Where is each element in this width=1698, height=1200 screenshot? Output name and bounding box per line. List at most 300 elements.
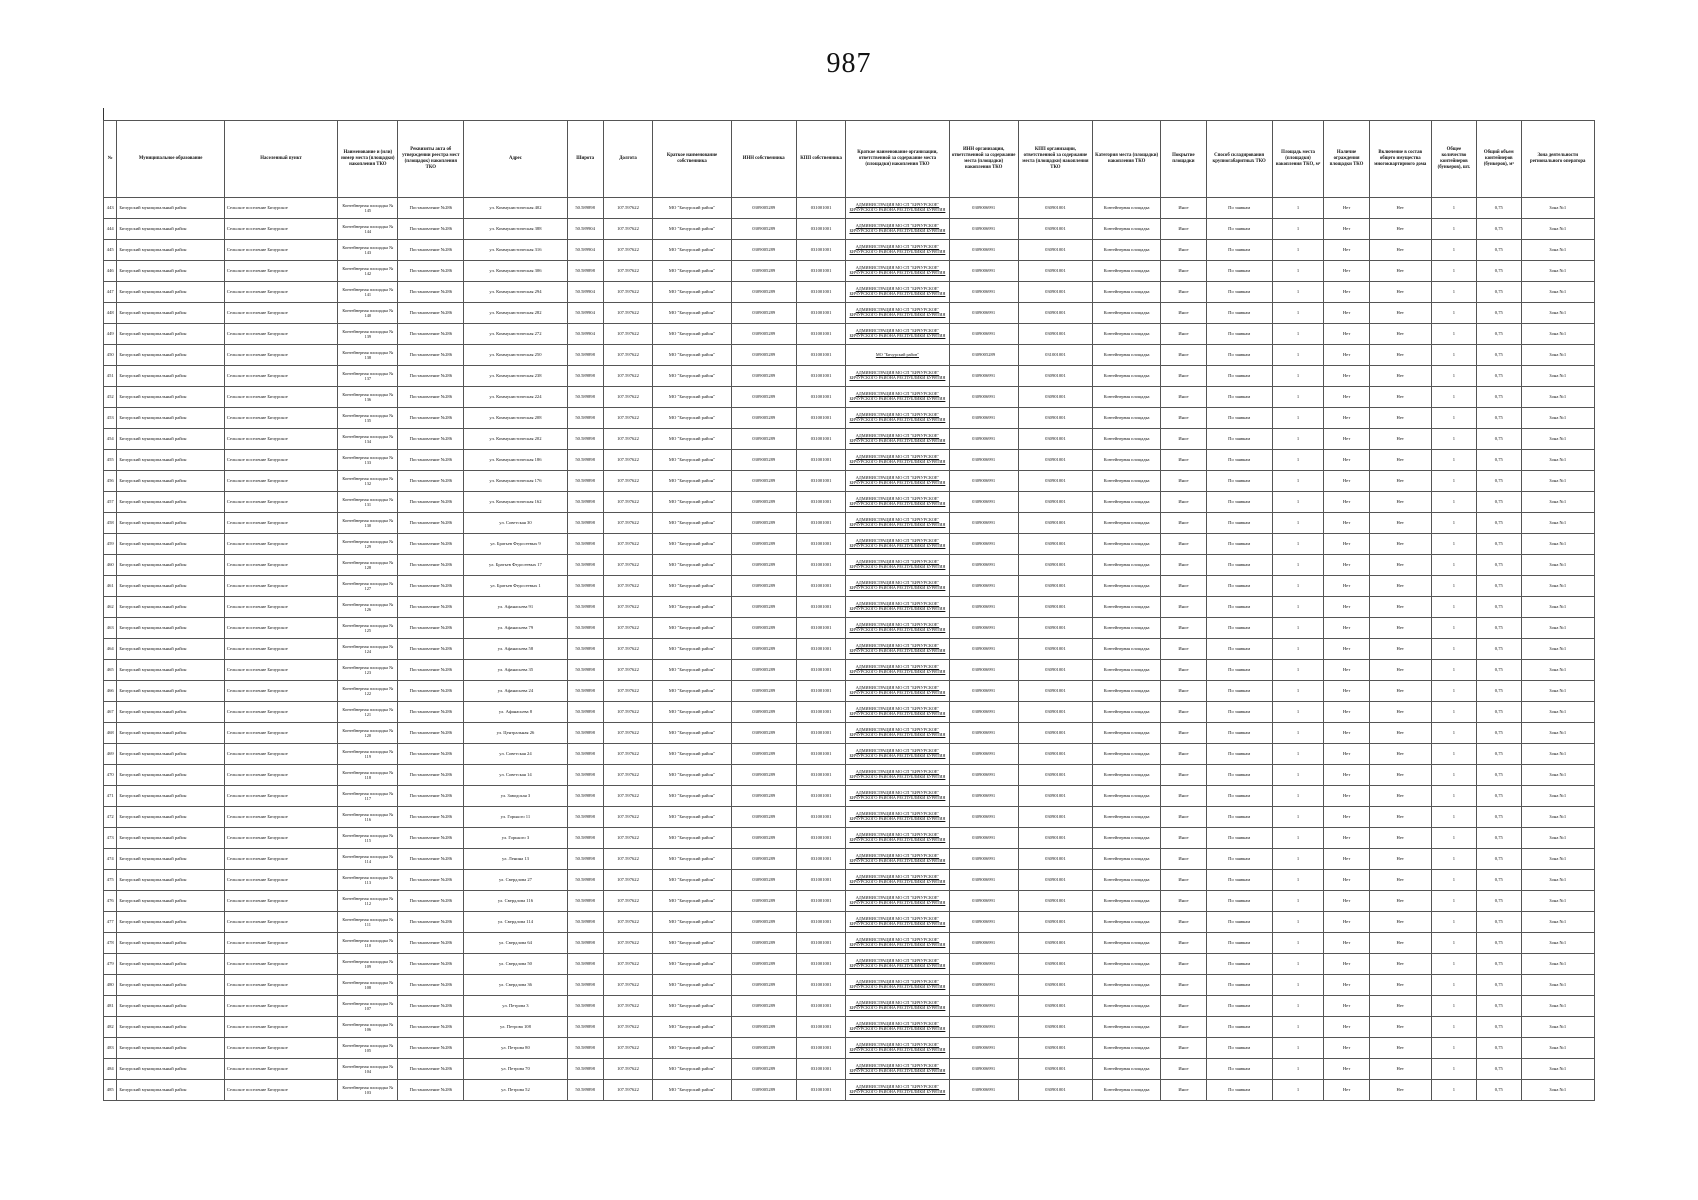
table-cell: 0,75 xyxy=(1477,660,1521,681)
table-cell: 1 xyxy=(1431,303,1476,324)
table-cell: 0,75 xyxy=(1477,261,1521,282)
table-cell: Иное xyxy=(1161,261,1206,282)
table-cell: Зона №1 xyxy=(1521,303,1595,324)
table-cell: 030901001 xyxy=(1018,744,1092,765)
table-cell: 031001001 xyxy=(796,1080,846,1101)
table-cell: Зона №1 xyxy=(1521,828,1595,849)
table-cell: 1 xyxy=(1431,618,1476,639)
table-cell: 031001001 xyxy=(796,534,846,555)
table-cell: По заявкам xyxy=(1206,219,1272,240)
table-row xyxy=(104,366,1595,387)
table-cell: 457 xyxy=(104,492,117,513)
table-cell: АДМИНИСТРАЦИЯ МО СП "БИЧУРСКОЕ" БИЧУРСКОГО РАЙОНА РЕСПУБЛИКИ БУРЯТИЯ xyxy=(846,450,949,471)
table-cell: 107.597622 xyxy=(603,933,653,954)
table-cell: Сельское поселение Бичурское xyxy=(224,240,338,261)
table-cell: Бичурский муниципальный район xyxy=(117,261,224,282)
table-cell: Нет xyxy=(1369,198,1431,219)
table-row xyxy=(104,219,1595,240)
table-cell: Иное xyxy=(1161,660,1206,681)
table-cell: ул. Афанасьева 35 xyxy=(464,660,567,681)
table-row xyxy=(104,471,1595,492)
table-cell: 030901001 xyxy=(1018,870,1092,891)
table-cell: Иное xyxy=(1161,618,1206,639)
table-cell: 0,75 xyxy=(1477,975,1521,996)
table-cell: 107.597622 xyxy=(603,345,653,366)
table-cell: АДМИНИСТРАЦИЯ МО СП "БИЧУРСКОЕ" БИЧУРСКОГО РАЙОНА РЕСПУБЛИКИ БУРЯТИЯ xyxy=(846,597,949,618)
table-cell: 451 xyxy=(104,366,117,387)
table-cell: МО "Бичурский район" xyxy=(653,576,731,597)
table-cell: Нет xyxy=(1324,660,1369,681)
table-cell: Постановление №286 xyxy=(398,492,464,513)
table-cell: АДМИНИСТРАЦИЯ МО СП "БИЧУРСКОЕ" БИЧУРСКОГО РАЙОНА РЕСПУБЛИКИ БУРЯТИЯ xyxy=(846,387,949,408)
table-cell: 0309005289 xyxy=(731,954,796,975)
table-cell: 0,75 xyxy=(1477,639,1521,660)
table-cell: Нет xyxy=(1369,723,1431,744)
table-cell: Нет xyxy=(1324,639,1369,660)
table-cell: Нет xyxy=(1369,681,1431,702)
table-cell: Нет xyxy=(1369,324,1431,345)
table-cell: Зона №1 xyxy=(1521,639,1595,660)
table-cell: Бичурский муниципальный район xyxy=(117,975,224,996)
column-header: Адрес xyxy=(464,121,567,198)
table-cell: 107.597622 xyxy=(603,597,653,618)
table-cell: 0309006991 xyxy=(949,849,1018,870)
table-cell: 0309005289 xyxy=(731,534,796,555)
table-cell: 1 xyxy=(1272,429,1324,450)
table-cell: 1 xyxy=(1431,744,1476,765)
table-cell: Зона №1 xyxy=(1521,261,1595,282)
table-cell: ул. Афанасьева 24 xyxy=(464,681,567,702)
table-cell: Контейнерная площадка № 115 xyxy=(338,828,398,849)
table-cell: МО "Бичурский район" xyxy=(653,765,731,786)
table-cell: Бичурский муниципальный район xyxy=(117,828,224,849)
table-cell: 0,75 xyxy=(1477,597,1521,618)
table-cell: Зона №1 xyxy=(1521,576,1595,597)
table-cell: 030901001 xyxy=(1018,282,1092,303)
table-cell: Нет xyxy=(1369,639,1431,660)
table-cell: Зона №1 xyxy=(1521,1059,1595,1080)
table-cell: Зона №1 xyxy=(1521,807,1595,828)
table-cell: Контейнерная площадка № 132 xyxy=(338,471,398,492)
table-cell: АДМИНИСТРАЦИЯ МО СП "БИЧУРСКОЕ" БИЧУРСКОГО РАЙОНА РЕСПУБЛИКИ БУРЯТИЯ xyxy=(846,1038,949,1059)
table-cell: МО "Бичурский район" xyxy=(653,450,731,471)
table-cell: 446 xyxy=(104,261,117,282)
table-cell: Бичурский муниципальный район xyxy=(117,576,224,597)
table-cell: Сельское поселение Бичурское xyxy=(224,870,338,891)
table-cell: МО "Бичурский район" xyxy=(653,513,731,534)
table-row xyxy=(104,387,1595,408)
table-cell: 1 xyxy=(1431,954,1476,975)
table-cell: 475 xyxy=(104,870,117,891)
table-cell: 464 xyxy=(104,639,117,660)
table-cell: 1 xyxy=(1272,765,1324,786)
table-cell: 107.597622 xyxy=(603,240,653,261)
table-cell: Бичурский муниципальный район xyxy=(117,660,224,681)
table-cell: Бичурский муниципальный район xyxy=(117,744,224,765)
table-cell: Постановление №286 xyxy=(398,912,464,933)
table-cell: Иное xyxy=(1161,429,1206,450)
table-cell: 031001001 xyxy=(796,891,846,912)
table-cell: ул. Афанасьева 79 xyxy=(464,618,567,639)
table-cell: 0,75 xyxy=(1477,681,1521,702)
table-cell: АДМИНИСТРАЦИЯ МО СП "БИЧУРСКОЕ" БИЧУРСКОГО РАЙОНА РЕСПУБЛИКИ БУРЯТИЯ xyxy=(846,471,949,492)
table-cell: 1 xyxy=(1431,681,1476,702)
table-cell: 030901001 xyxy=(1018,387,1092,408)
table-cell: 031001001 xyxy=(796,429,846,450)
table-cell: 0,75 xyxy=(1477,807,1521,828)
table-cell: 1 xyxy=(1431,1038,1476,1059)
table-row xyxy=(104,723,1595,744)
table-cell: Контейнерная площадка № 108 xyxy=(338,975,398,996)
table-cell: Нет xyxy=(1324,912,1369,933)
table-cell: ул. Братьев Федосеевых 1 xyxy=(464,576,567,597)
table-cell: Зона №1 xyxy=(1521,240,1595,261)
table-cell: Сельское поселение Бичурское xyxy=(224,492,338,513)
table-cell: 1 xyxy=(1431,408,1476,429)
table-cell: 1 xyxy=(1272,345,1324,366)
table-cell: ул. Коммунистическая 224 xyxy=(464,387,567,408)
table-cell: 031001001 xyxy=(796,597,846,618)
table-cell: 031001001 xyxy=(796,282,846,303)
table-cell: Контейнерная площадка № 142 xyxy=(338,261,398,282)
table-cell: Постановление №286 xyxy=(398,576,464,597)
table-cell: Контейнерная площадка xyxy=(1093,450,1161,471)
table-cell: Постановление №286 xyxy=(398,660,464,681)
table-cell: Нет xyxy=(1369,1038,1431,1059)
table-cell: 0,75 xyxy=(1477,345,1521,366)
table-cell: АДМИНИСТРАЦИЯ МО СП "БИЧУРСКОЕ" БИЧУРСКОГО РАЙОНА РЕСПУБЛИКИ БУРЯТИЯ xyxy=(846,954,949,975)
table-cell: Постановление №286 xyxy=(398,408,464,429)
table-cell: 0309006991 xyxy=(949,639,1018,660)
table-cell: Зона №1 xyxy=(1521,1017,1595,1038)
table-cell: Иное xyxy=(1161,765,1206,786)
table-cell: Нет xyxy=(1369,366,1431,387)
table-cell: АДМИНИСТРАЦИЯ МО СП "БИЧУРСКОЕ" БИЧУРСКОГО РАЙОНА РЕСПУБЛИКИ БУРЯТИЯ xyxy=(846,618,949,639)
table-cell: 107.597622 xyxy=(603,492,653,513)
table-cell: Иное xyxy=(1161,240,1206,261)
table-cell: По заявкам xyxy=(1206,996,1272,1017)
table-cell: 1 xyxy=(1431,1059,1476,1080)
table-cell: 107.597622 xyxy=(603,639,653,660)
column-header: Площадь места (площадки) накопления ТКО, м² xyxy=(1272,121,1324,198)
table-cell: Контейнерная площадка № 143 xyxy=(338,240,398,261)
table-cell: Нет xyxy=(1324,870,1369,891)
table-cell: 450 xyxy=(104,345,117,366)
table-cell: Нет xyxy=(1369,891,1431,912)
table-cell: Иное xyxy=(1161,198,1206,219)
table-cell: Сельское поселение Бичурское xyxy=(224,1059,338,1080)
table-cell: Иное xyxy=(1161,282,1206,303)
table-cell: Постановление №286 xyxy=(398,702,464,723)
column-header: № xyxy=(104,121,117,198)
table-cell: МО "Бичурский район" xyxy=(653,1017,731,1038)
table-cell: 107.597622 xyxy=(603,513,653,534)
table-row xyxy=(104,345,1595,366)
table-cell: Нет xyxy=(1324,240,1369,261)
table-cell: 0,75 xyxy=(1477,1080,1521,1101)
table-cell: 031001001 xyxy=(796,303,846,324)
table-cell: По заявкам xyxy=(1206,282,1272,303)
table-cell: Сельское поселение Бичурское xyxy=(224,681,338,702)
table-cell: Контейнерная площадка № 128 xyxy=(338,555,398,576)
table-cell: Контейнерная площадка № 138 xyxy=(338,345,398,366)
table-cell: Зона №1 xyxy=(1521,387,1595,408)
table-cell: По заявкам xyxy=(1206,429,1272,450)
table-cell: 030901001 xyxy=(1018,576,1092,597)
table-cell: По заявкам xyxy=(1206,849,1272,870)
table-cell: 1 xyxy=(1431,576,1476,597)
table-cell: 031001001 xyxy=(796,807,846,828)
table-cell: Сельское поселение Бичурское xyxy=(224,597,338,618)
table-cell: Зона №1 xyxy=(1521,996,1595,1017)
table-cell: 0309005289 xyxy=(731,282,796,303)
table-cell: 50.589898 xyxy=(567,828,603,849)
table-cell: 107.597622 xyxy=(603,198,653,219)
table-cell: Контейнерная площадка xyxy=(1093,849,1161,870)
table-cell: 0309006991 xyxy=(949,450,1018,471)
table-cell: Бичурский муниципальный район xyxy=(117,807,224,828)
table-row xyxy=(104,240,1595,261)
table-cell: По заявкам xyxy=(1206,492,1272,513)
table-cell: Нет xyxy=(1369,450,1431,471)
table-cell: 031001001 xyxy=(796,996,846,1017)
table-cell: Контейнерная площадка № 121 xyxy=(338,702,398,723)
table-cell: Контейнерная площадка № 129 xyxy=(338,534,398,555)
table-cell: МО "Бичурский район" xyxy=(653,996,731,1017)
table-cell: 0309006991 xyxy=(949,387,1018,408)
table-cell: 030901001 xyxy=(1018,954,1092,975)
table-cell: Сельское поселение Бичурское xyxy=(224,324,338,345)
table-cell: 0309006991 xyxy=(949,996,1018,1017)
table-cell: 1 xyxy=(1431,891,1476,912)
table-cell: 030901001 xyxy=(1018,933,1092,954)
table-cell: 0309005289 xyxy=(731,450,796,471)
table-cell: Иное xyxy=(1161,744,1206,765)
table-cell: 1 xyxy=(1272,324,1324,345)
column-header: ИНН организации, ответственной за содержание места (площадки) накопления ТКО xyxy=(949,121,1018,198)
table-cell: 0309005289 xyxy=(731,429,796,450)
table-cell: 030901001 xyxy=(1018,198,1092,219)
table-cell: 107.597622 xyxy=(603,555,653,576)
table-cell: 50.589898 xyxy=(567,387,603,408)
table-cell: ул. Коммунистическая 306 xyxy=(464,261,567,282)
table-row xyxy=(104,408,1595,429)
table-cell: 468 xyxy=(104,723,117,744)
table-cell: Сельское поселение Бичурское xyxy=(224,660,338,681)
table-cell: 031001001 xyxy=(796,618,846,639)
table-cell: Нет xyxy=(1324,345,1369,366)
table-cell: 0309006991 xyxy=(949,429,1018,450)
table-cell: Нет xyxy=(1324,891,1369,912)
table-cell: ул. Свердлова 27 xyxy=(464,870,567,891)
table-cell: Контейнерная площадка № 133 xyxy=(338,450,398,471)
table-cell: 0309006991 xyxy=(949,408,1018,429)
table-cell: 0309005289 xyxy=(731,240,796,261)
table-cell: Иное xyxy=(1161,849,1206,870)
table-cell: 1 xyxy=(1272,1038,1324,1059)
table-cell: Контейнерная площадка № 116 xyxy=(338,807,398,828)
table-cell: ул. Афанасьева 58 xyxy=(464,639,567,660)
table-cell: По заявкам xyxy=(1206,702,1272,723)
table-cell: ул. Горького 3 xyxy=(464,828,567,849)
table-cell: Постановление №286 xyxy=(398,282,464,303)
table-cell: 1 xyxy=(1431,324,1476,345)
table-cell: Контейнерная площадка xyxy=(1093,282,1161,303)
table-cell: По заявкам xyxy=(1206,975,1272,996)
table-cell: 107.597622 xyxy=(603,618,653,639)
table-cell: 0309006991 xyxy=(949,534,1018,555)
table-cell: 50.589898 xyxy=(567,954,603,975)
table-cell: 1 xyxy=(1272,849,1324,870)
table-cell: 454 xyxy=(104,429,117,450)
table-cell: МО "Бичурский район" xyxy=(653,597,731,618)
table-cell: Бичурский муниципальный район xyxy=(117,723,224,744)
table-cell: ул. Свердлова 64 xyxy=(464,933,567,954)
table-cell: ул. Свердлова 114 xyxy=(464,912,567,933)
table-cell: 030901001 xyxy=(1018,303,1092,324)
table-cell: 0,75 xyxy=(1477,513,1521,534)
table-cell: По заявкам xyxy=(1206,933,1272,954)
table-cell: Иное xyxy=(1161,723,1206,744)
table-cell: Постановление №286 xyxy=(398,450,464,471)
table-cell: 031001001 xyxy=(796,492,846,513)
table-cell: Бичурский муниципальный район xyxy=(117,996,224,1017)
table-cell: 107.597622 xyxy=(603,366,653,387)
table-cell: 1 xyxy=(1272,933,1324,954)
table-cell: МО "Бичурский район" xyxy=(653,1080,731,1101)
table-cell: 0309005289 xyxy=(731,576,796,597)
table-cell: Постановление №286 xyxy=(398,366,464,387)
table-cell: По заявкам xyxy=(1206,450,1272,471)
table-cell: Постановление №286 xyxy=(398,240,464,261)
table-row xyxy=(104,744,1595,765)
table-cell: Зона №1 xyxy=(1521,366,1595,387)
table-row xyxy=(104,576,1595,597)
table-cell: Иное xyxy=(1161,492,1206,513)
table-cell: 1 xyxy=(1431,219,1476,240)
table-cell: Сельское поселение Бичурское xyxy=(224,765,338,786)
table-cell: АДМИНИСТРАЦИЯ МО СП "БИЧУРСКОЕ" БИЧУРСКОГО РАЙОНА РЕСПУБЛИКИ БУРЯТИЯ xyxy=(846,534,949,555)
table-cell: Постановление №286 xyxy=(398,870,464,891)
table-cell: 031001001 xyxy=(796,219,846,240)
table-cell: 1 xyxy=(1272,597,1324,618)
column-header: Краткое наименование собственника xyxy=(653,121,731,198)
table-cell: Иное xyxy=(1161,975,1206,996)
table-row xyxy=(104,450,1595,471)
table-cell: Нет xyxy=(1369,786,1431,807)
table-cell: 1 xyxy=(1431,366,1476,387)
table-cell: 443 xyxy=(104,198,117,219)
table-cell: 0,75 xyxy=(1477,702,1521,723)
table-cell: Нет xyxy=(1324,303,1369,324)
table-cell: Контейнерная площадка xyxy=(1093,618,1161,639)
table-cell: 0309005289 xyxy=(731,366,796,387)
table-cell: Контейнерная площадка № 106 xyxy=(338,1017,398,1038)
table-cell: 50.589898 xyxy=(567,765,603,786)
table-cell: 1 xyxy=(1431,261,1476,282)
table-cell: 107.597622 xyxy=(603,891,653,912)
table-cell: 1 xyxy=(1272,408,1324,429)
table-cell: Контейнерная площадка № 141 xyxy=(338,282,398,303)
table-cell: Нет xyxy=(1369,513,1431,534)
table-cell: 0,75 xyxy=(1477,891,1521,912)
table-cell: ул. Советская 14 xyxy=(464,765,567,786)
table-cell: 50.589898 xyxy=(567,1080,603,1101)
table-cell: 030901001 xyxy=(1018,450,1092,471)
table-cell: Бичурский муниципальный район xyxy=(117,534,224,555)
table-cell: Сельское поселение Бичурское xyxy=(224,723,338,744)
table-cell: МО "Бичурский район" xyxy=(653,660,731,681)
table-cell: Нет xyxy=(1369,429,1431,450)
table-cell: 50.589904 xyxy=(567,240,603,261)
table-cell: Нет xyxy=(1369,702,1431,723)
table-cell: Контейнерная площадка № 118 xyxy=(338,765,398,786)
table-cell: 0309006991 xyxy=(949,870,1018,891)
table-cell: 030901001 xyxy=(1018,849,1092,870)
table-cell: 0,75 xyxy=(1477,387,1521,408)
table-cell: Нет xyxy=(1324,723,1369,744)
table-cell: 1 xyxy=(1272,1017,1324,1038)
table-cell: По заявкам xyxy=(1206,660,1272,681)
table-cell: 0309005289 xyxy=(731,996,796,1017)
table-cell: Постановление №286 xyxy=(398,765,464,786)
table-cell: Сельское поселение Бичурское xyxy=(224,996,338,1017)
table-cell: Контейнерная площадка № 122 xyxy=(338,681,398,702)
table-cell: Бичурский муниципальный район xyxy=(117,618,224,639)
column-header: ИНН собственника xyxy=(731,121,796,198)
table-cell: Контейнерная площадка xyxy=(1093,261,1161,282)
table-cell: Постановление №286 xyxy=(398,744,464,765)
table-cell: 1 xyxy=(1272,303,1324,324)
table-cell: По заявкам xyxy=(1206,1080,1272,1101)
table-cell: Иное xyxy=(1161,828,1206,849)
table-cell: Контейнерная площадка xyxy=(1093,996,1161,1017)
table-cell: Контейнерная площадка xyxy=(1093,597,1161,618)
table-cell: 0,75 xyxy=(1477,429,1521,450)
table-cell: 448 xyxy=(104,303,117,324)
table-cell: 0309005289 xyxy=(731,471,796,492)
table-cell: 1 xyxy=(1272,681,1324,702)
table-cell: По заявкам xyxy=(1206,345,1272,366)
table-row xyxy=(104,975,1595,996)
table-cell: 50.589898 xyxy=(567,597,603,618)
table-cell: 50.589898 xyxy=(567,1038,603,1059)
table-cell: 031001001 xyxy=(796,870,846,891)
table-cell: Зона №1 xyxy=(1521,345,1595,366)
table-cell: Нет xyxy=(1369,975,1431,996)
table-cell: Нет xyxy=(1369,597,1431,618)
table-cell: Контейнерная площадка xyxy=(1093,303,1161,324)
table-cell: 1 xyxy=(1431,660,1476,681)
table-cell: 031001001 xyxy=(796,366,846,387)
table-cell: Иное xyxy=(1161,912,1206,933)
table-cell: 0309005289 xyxy=(731,891,796,912)
table-cell: 107.597622 xyxy=(603,660,653,681)
table-cell: Контейнерная площадка xyxy=(1093,870,1161,891)
table-cell: Зона №1 xyxy=(1521,429,1595,450)
table-cell: 0309005289 xyxy=(731,1059,796,1080)
table-cell: АДМИНИСТРАЦИЯ МО СП "БИЧУРСКОЕ" БИЧУРСКОГО РАЙОНА РЕСПУБЛИКИ БУРЯТИЯ xyxy=(846,366,949,387)
table-row xyxy=(104,534,1595,555)
table-cell: 107.597622 xyxy=(603,912,653,933)
table-cell: Иное xyxy=(1161,303,1206,324)
table-cell: Сельское поселение Бичурское xyxy=(224,807,338,828)
table-cell: МО "Бичурский район" xyxy=(653,219,731,240)
table-cell: Нет xyxy=(1369,345,1431,366)
table-cell: 030901001 xyxy=(1018,912,1092,933)
table-cell: Контейнерная площадка № 140 xyxy=(338,303,398,324)
table-cell: По заявкам xyxy=(1206,870,1272,891)
